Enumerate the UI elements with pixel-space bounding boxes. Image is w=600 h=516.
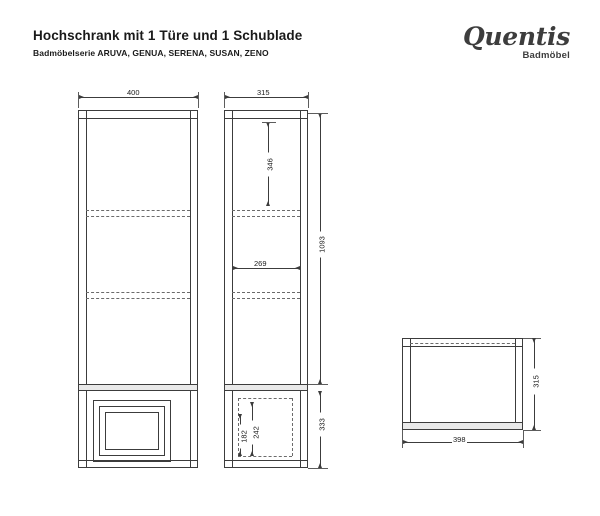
front-view-left-inner-line — [86, 110, 87, 468]
top-dim-label-315: 315 — [532, 369, 541, 395]
side-view-top-inner-line — [224, 118, 308, 119]
side-dim-label-346: 346 — [266, 153, 275, 177]
side-dim-label-182: 182 — [240, 425, 249, 449]
side-dim-269-arrow-left — [233, 266, 238, 270]
front-view-drawer-inner-detail — [105, 412, 159, 450]
top-dim-315-ext-bottom — [523, 430, 541, 431]
brand-name: Quentis — [462, 22, 570, 51]
side-dim-line-269 — [232, 268, 300, 269]
top-view-hidden-line — [410, 343, 515, 344]
brand-tagline: Badmöbel — [522, 50, 570, 61]
top-view-front-panel — [402, 422, 523, 430]
side-dim-182-arrow-bottom — [238, 451, 242, 456]
page-subtitle: Badmöbelserie ARUVA, GENUA, SERENA, SUSAN, ZENO — [33, 48, 269, 58]
front-dim-line-400 — [78, 97, 198, 98]
side-view-right-inner-line — [300, 110, 301, 468]
front-view-divider-panel — [78, 384, 198, 391]
top-dim-398-arrow-left — [403, 440, 408, 444]
side-dim-1093-ext-top — [308, 113, 328, 114]
side-dim-label-1093: 1093 — [318, 232, 327, 258]
side-view-left-inner-line — [232, 110, 233, 468]
front-view-shelf-hidden-1 — [86, 210, 190, 211]
side-view-shelf-hidden-1b — [232, 216, 300, 217]
side-dim-label-269: 269 — [254, 259, 267, 268]
side-dim-333-arrow-top — [318, 391, 322, 396]
side-dim-arrow-left — [225, 95, 230, 99]
front-view-top-inner-line — [78, 118, 198, 119]
front-dim-ext-right — [198, 92, 199, 108]
top-dim-ext-right — [523, 430, 524, 448]
side-view-shelf-hidden-2b — [232, 298, 300, 299]
side-dim-arrow-right — [303, 95, 308, 99]
side-dim-346-arrow-bottom — [266, 201, 270, 206]
side-view-bottom-inner-line — [224, 460, 308, 461]
brand-logo — [463, 24, 570, 61]
top-view-right-inner-line — [515, 338, 516, 430]
side-dim-ext-right — [308, 92, 309, 108]
side-view-drawer-hidden-bottom — [238, 456, 292, 457]
top-dim-315-arrow-top — [532, 338, 536, 343]
front-view-right-inner-line — [190, 110, 191, 468]
front-dim-label-400: 400 — [127, 88, 140, 97]
side-view-shelf-hidden-2 — [232, 292, 300, 293]
side-dim-182-arrow-top — [238, 414, 242, 419]
side-view-drawer-hidden-right — [292, 398, 293, 456]
side-view-drawer-hidden-top — [238, 398, 292, 399]
front-dim-arrow-left — [79, 95, 84, 99]
side-dim-346-ext-top — [262, 122, 276, 123]
side-view-shelf-hidden-1 — [232, 210, 300, 211]
top-dim-315-arrow-bottom — [532, 425, 536, 430]
top-dim-label-398: 398 — [453, 435, 466, 444]
top-view-left-inner-line — [410, 338, 411, 430]
side-dim-333-ext-bottom — [308, 468, 328, 469]
side-view-divider-panel — [224, 384, 308, 391]
side-dim-1093-ext-mid — [308, 384, 328, 385]
side-dim-label-242: 242 — [252, 421, 261, 445]
side-dim-269-arrow-right — [295, 266, 300, 270]
page-title: Hochschrank mit 1 Türe und 1 Schublade — [33, 28, 303, 43]
front-view-shelf-hidden-2 — [86, 292, 190, 293]
top-view-body — [402, 338, 523, 430]
side-dim-label-315: 315 — [257, 88, 270, 97]
side-dim-242-arrow-top — [250, 402, 254, 407]
side-dim-242-arrow-bottom — [250, 451, 254, 456]
side-dim-line-315 — [224, 97, 308, 98]
front-view-shelf-hidden-1b — [86, 216, 190, 217]
front-dim-arrow-right — [193, 95, 198, 99]
top-dim-398-arrow-right — [518, 440, 523, 444]
top-view-top-inner-line — [402, 346, 523, 347]
front-view-shelf-hidden-2b — [86, 298, 190, 299]
side-dim-label-333: 333 — [318, 413, 327, 437]
